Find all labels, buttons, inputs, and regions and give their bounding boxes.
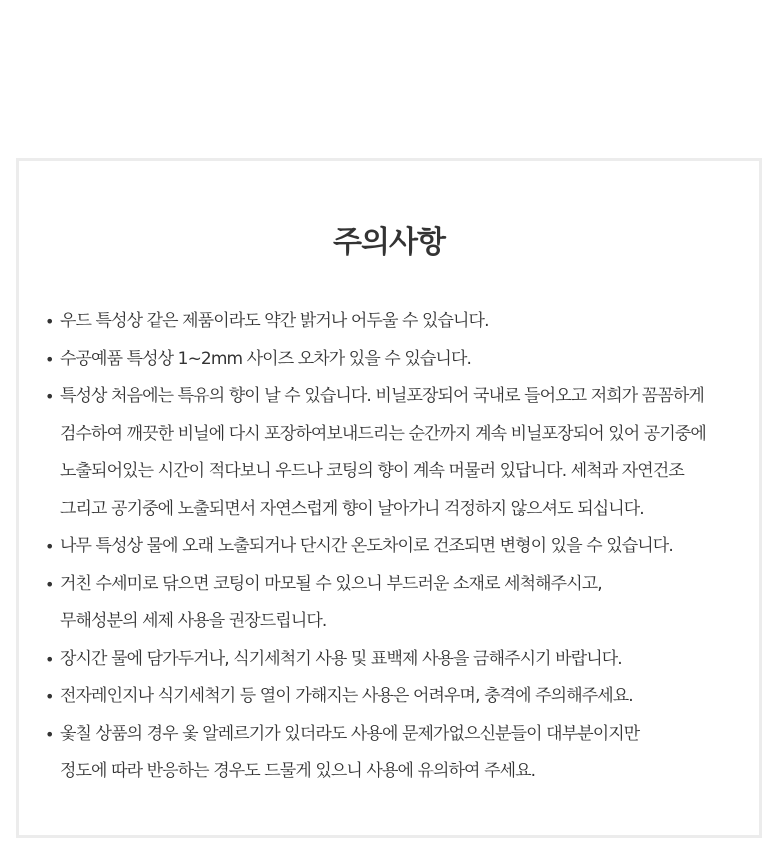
notice-item <box>45 378 745 528</box>
notice-box <box>16 158 762 838</box>
notice-list <box>45 303 745 791</box>
bullet-icon: • <box>45 387 54 406</box>
notice-line: 검수하여 깨끗한 비닐에 다시 포장하여보내드리는 순간까지 계속 비닐포장되어 있어 공기중에 <box>60 423 706 444</box>
notice-item <box>45 641 745 679</box>
notice-line: 수공예품 특성상 1~2mm 사이즈 오차가 있을 수 있습니다. <box>60 348 471 369</box>
notice-item <box>45 566 745 641</box>
notice-item <box>45 528 745 566</box>
notice-line: 전자레인지나 식기세척기 등 열이 가해지는 사용은 어려우며, 충격에 주의해주세요. <box>60 686 633 706</box>
bullet-icon: • <box>45 537 54 556</box>
bullet-icon: • <box>45 687 54 706</box>
notice-line: 정도에 따라 반응하는 경우도 드물게 있으니 사용에 유의하여 주세요. <box>60 761 536 781</box>
bullet-icon: • <box>45 574 54 594</box>
notice-item <box>45 716 745 791</box>
notice-line: 장시간 물에 담가두거나, 식기세척기 사용 및 표백제 사용을 금해주시기 바랍니다. <box>60 648 622 669</box>
bullet-icon: • <box>45 349 54 369</box>
notice-item <box>45 341 745 379</box>
notice-item <box>45 678 745 716</box>
notice-line: 옻칠 상품의 경우 옻 알레르기가 있더라도 사용에 문제가없으신분들이 대부분이지만 <box>60 723 640 744</box>
notice-line: 그리고 공기중에 노출되면서 자연스럽게 향이 날아가니 걱정하지 않으셔도 되십니다. <box>60 498 644 519</box>
notice-line: 특성상 처음에는 특유의 향이 날 수 있습니다. 비닐포장되어 국내로 들어오고 저희가 꼼꼼하게 <box>60 386 704 406</box>
notice-line: 거친 수세미로 닦으면 코팅이 마모될 수 있으니 부드러운 소재로 세척해주시고, <box>60 573 602 594</box>
notice-line: 무해성분의 세제 사용을 권장드립니다. <box>60 611 327 631</box>
notice-line: 노출되어있는 시간이 적다보니 우드나 코팅의 향이 계속 머물러 있답니다. 세척과 자연건조 <box>60 461 684 481</box>
notice-line: 나무 특성상 물에 오래 노출되거나 단시간 온도차이로 건조되면 변형이 있을 수 있습니다. <box>60 536 673 556</box>
bullet-icon: • <box>45 724 54 744</box>
bullet-icon: • <box>45 649 54 669</box>
notice-line: 우드 특성상 같은 제품이라도 약간 밝거나 어두울 수 있습니다. <box>60 311 489 331</box>
notice-title: 주의사항 <box>333 225 445 260</box>
notice-item <box>45 303 745 341</box>
bullet-icon: • <box>45 312 54 331</box>
